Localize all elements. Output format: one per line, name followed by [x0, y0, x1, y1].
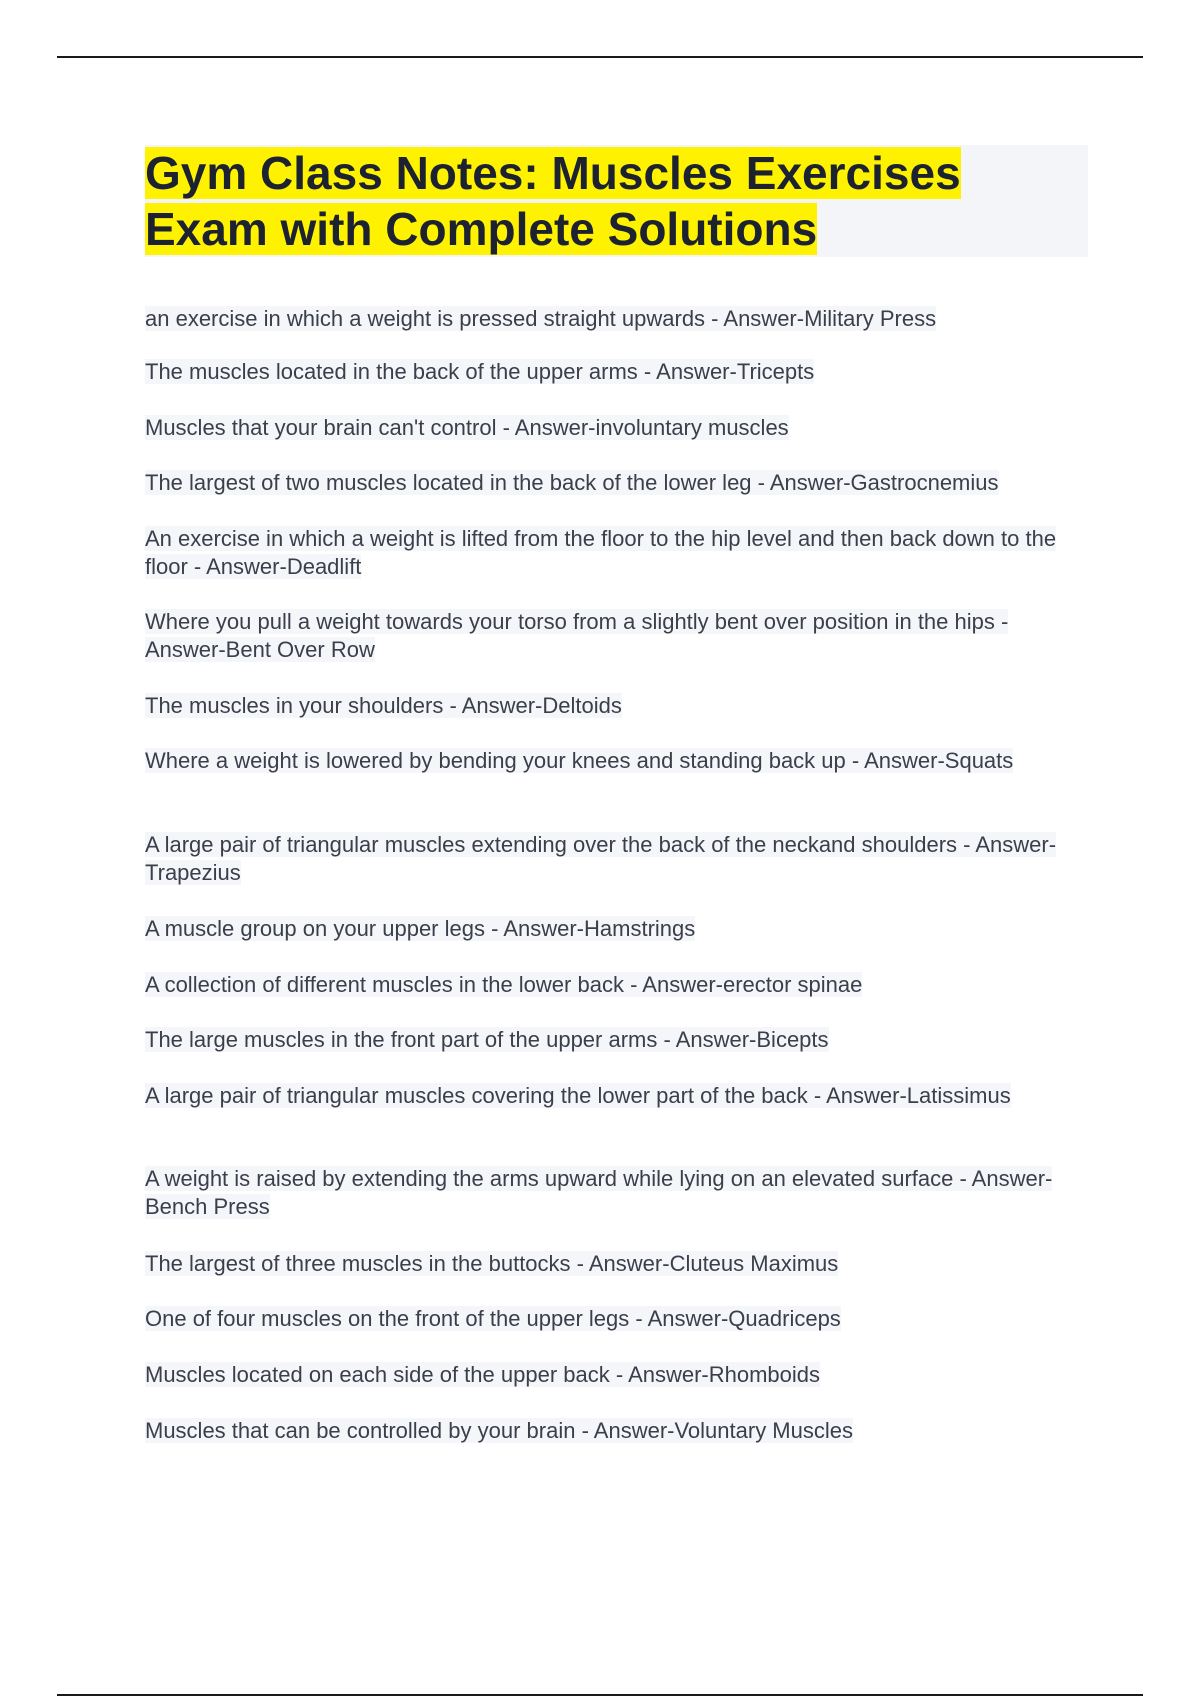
qa-item: Where you pull a weight towards your torso from a slightly bent over position in the hips - Answer-Bent Over Row: [145, 609, 1009, 662]
qa-item: Muscles located on each side of the upper back - Answer-Rhomboids: [145, 1362, 821, 1387]
title-line-2: Exam with Complete Solutions: [145, 203, 818, 255]
qa-item: an exercise in which a weight is pressed straight upwards - Answer-Military Press: [145, 306, 937, 331]
qa-item: The large muscles in the front part of the upper arms - Answer-Bicepts: [145, 1027, 829, 1052]
qa-item: The largest of two muscles located in the back of the lower leg - Answer-Gastrocnemius: [145, 470, 999, 495]
qa-item: A large pair of triangular muscles covering the lower part of the back - Answer-Latissimus: [145, 1083, 1011, 1108]
qa-item: A weight is raised by extending the arms upward while lying on an elevated surface - Answer-Bench Press: [145, 1166, 1053, 1219]
qa-item: A muscle group on your upper legs - Answer-Hamstrings: [145, 916, 696, 941]
qa-item: Muscles that can be controlled by your brain - Answer-Voluntary Muscles: [145, 1418, 853, 1443]
top-rule: [57, 56, 1143, 58]
qa-item: One of four muscles on the front of the upper legs - Answer-Quadriceps: [145, 1306, 841, 1331]
qa-item: An exercise in which a weight is lifted from the floor to the hip level and then back down to the floor - Answer-Deadlift: [145, 526, 1057, 579]
bottom-rule: [57, 1694, 1143, 1696]
qa-item: The muscles in your shoulders - Answer-Deltoids: [145, 693, 622, 718]
title-line-1: Gym Class Notes: Muscles Exercises: [145, 147, 961, 199]
qa-item: A large pair of triangular muscles extending over the back of the neckand shoulders - Answer-Trapezius: [145, 832, 1057, 885]
qa-item: A collection of different muscles in the lower back - Answer-erector spinae: [145, 972, 863, 997]
qa-item: The muscles located in the back of the upper arms - Answer-Tricepts: [145, 359, 815, 384]
title-block: [145, 145, 1088, 257]
qa-item: Where a weight is lowered by bending your knees and standing back up - Answer-Squats: [145, 748, 1014, 773]
qa-item: The largest of three muscles in the buttocks - Answer-Cluteus Maximus: [145, 1251, 839, 1276]
qa-item: Muscles that your brain can't control - Answer-involuntary muscles: [145, 415, 789, 440]
page-title: [145, 145, 1088, 257]
